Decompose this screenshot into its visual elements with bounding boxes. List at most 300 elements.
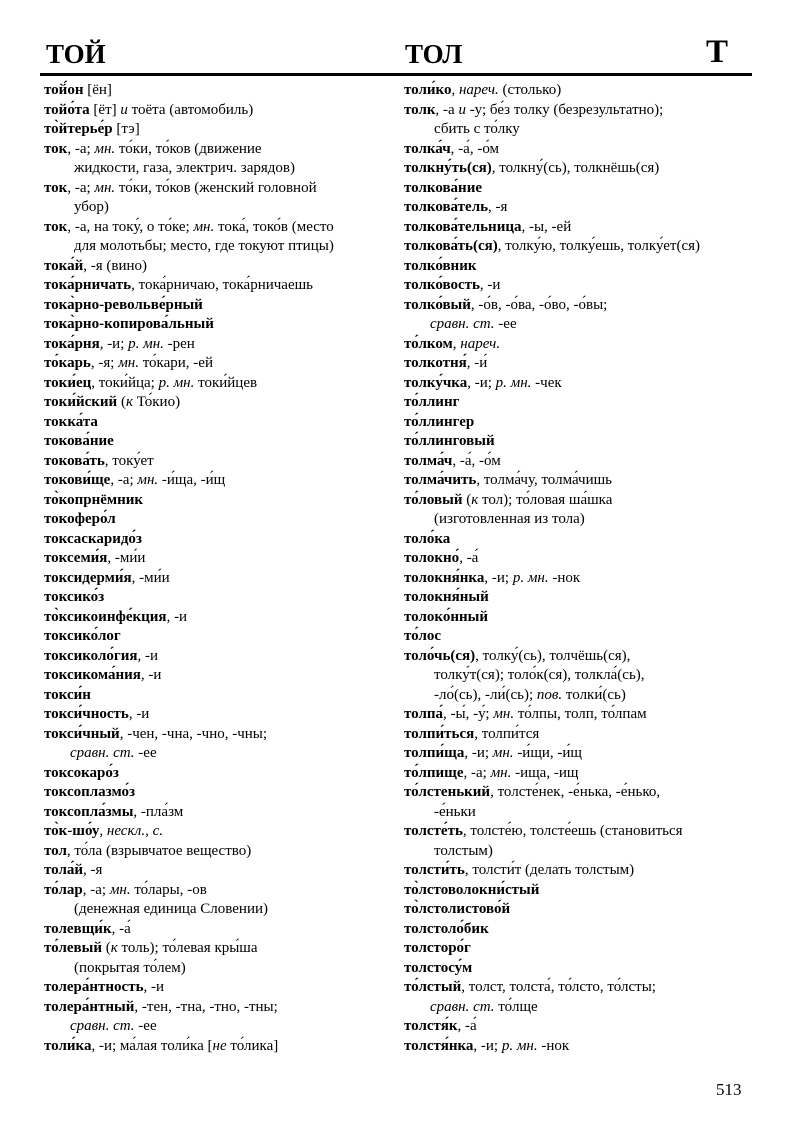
dictionary-entry [44,452,384,472]
headword: толо́чь(ся) [404,647,476,664]
entry-text: , -чен, -чна, -чно, -чны; [119,725,268,742]
headword: тойо́та [44,101,90,118]
entry-text: , толст, толста́, то́лсто, то́лсты; [461,979,656,995]
dictionary-entry [44,81,384,101]
dictionary-entry [44,257,384,277]
headword: то́ллинг [404,394,460,410]
grammar-label: пов. [536,686,563,703]
entry-text: , токи́йца; [91,374,159,391]
headword: то̀лстолистово́й [404,901,511,917]
dictionary-entry [44,861,384,881]
entry-text: -ее [494,316,517,332]
dictionary-entry [404,81,752,101]
entry-text: ( [117,394,126,410]
entry-text: (денежная единица Словении) [74,901,268,917]
header-letter: Т [706,34,729,70]
headword: токова́ние [44,433,114,449]
dictionary-entry [44,1037,384,1057]
headword: то́лпище [404,764,464,781]
entry-text: , толкну́(сь), толкнёшь(ся) [491,160,660,176]
headword: толкова́ть(ся) [404,238,498,254]
entry-text: То́кио) [132,394,181,410]
entry-text: , -ми́и [131,569,170,586]
dictionary-entry [404,900,752,920]
dictionary-entry [404,939,752,959]
grammar-label: к [125,394,133,410]
headword: толко́вость [404,277,480,293]
dictionary-entry [44,822,384,842]
left-column [44,81,384,1056]
headword: токсидерми́я [44,569,132,586]
headword: токсиколо́гия [44,647,138,664]
entry-text: [тэ] [112,121,140,137]
headword: то́ллинговый [404,433,495,449]
entry-text: , -а; [110,472,138,488]
entry-text: , -и; [99,335,129,352]
entry-text: , [451,82,459,98]
headword: то̀лстоволокни́стый [404,881,540,898]
dictionary-entry [404,978,752,998]
headword: толк [404,101,436,118]
headword: толокня́нка [404,569,485,586]
headword: толокно́ [404,550,460,566]
dictionary-entry [404,432,752,452]
entry-text: , -я [488,199,508,215]
headword: ток [44,179,68,196]
headword: толка́ч [404,140,451,157]
entry-text: , -и [128,706,150,722]
grammar-label: сравн. ст. [430,316,495,332]
headword: токсеми́я [44,550,108,566]
headword: тол [44,842,67,859]
grammar-label: мн. [94,179,116,196]
dictionary-entry [404,725,752,745]
dictionary-entry [44,666,384,686]
headword: токи́ец [44,374,92,391]
dictionary-entry [44,530,384,550]
entry-text: , [452,335,461,352]
entry-text: -ее [134,1018,157,1034]
entry-text: , -тен, -тна, -тно, -тны; [134,998,278,1015]
dictionary-entry [404,783,752,803]
grammar-label: р. мн. [495,374,532,391]
entry-text: , -и [137,647,159,664]
entry-text: -и́ща, -и́щ [158,472,226,488]
entry-text: -нок [548,569,581,586]
dictionary-entry [44,120,384,140]
dictionary-entry [44,491,384,511]
entry-text: , -а́ [111,920,131,937]
dictionary-entry [404,920,752,940]
entry-continuation [44,237,384,257]
entry-text: [ёт] [89,101,121,118]
headword: токсопла́змы [44,803,134,820]
dictionary-entry [44,783,384,803]
entry-text: -у; бе́з толку (безрезультатно); [465,101,664,118]
entry-text: , -а; [82,881,110,898]
dictionary-entry [404,296,752,316]
dictionary-entry [44,647,384,667]
headword: толкова́ние [404,179,483,196]
entry-text: , -и; [473,1037,502,1054]
entry-text: , -о́в, -о́ва, -о́во, -о́вы; [470,296,608,313]
headword: то́ллингер [404,413,475,430]
entry-text: -чек [531,374,562,391]
dictionary-entry [404,764,752,784]
dictionary-entry [404,335,752,355]
dictionary-entry [404,569,752,589]
headword: тока̀рно-револьве́рный [44,296,203,313]
headword: токка́та [44,413,98,430]
headword: толкова́тельница [404,218,522,235]
headword: толпи́ща [404,745,465,761]
dictionary-entry [44,569,384,589]
header-right-guideword: ТОЛ [405,39,463,69]
entry-text: , -а́ [457,1018,477,1034]
headword: то́лар [44,881,83,898]
entry-text: , -пла́зм [133,803,184,820]
headword: ток [44,140,68,157]
dictionary-entry [44,510,384,530]
grammar-label: не [212,1037,227,1054]
headword: толко́вник [404,257,477,274]
entry-text: то́ки, то́ков (женский головной [115,179,317,196]
dictionary-entry [404,140,752,160]
headword: толпи́ться [404,725,475,742]
entry-text: , -я [83,862,103,878]
headword: толстоло́бик [404,920,489,937]
entry-text: -ее [134,745,157,761]
entry-text: , -а́ [459,550,479,566]
entry-text: то́лика] [226,1037,279,1054]
headword: толкова́тель [404,199,489,215]
headword: токсико́з [44,589,105,605]
entry-text: то́лары, -ов [130,881,207,898]
dictionary-entry [44,978,384,998]
headword: токи́йский [44,394,118,410]
headword: то́лком [404,335,453,352]
entry-continuation [404,686,752,706]
entry-text: токи́йцев [194,374,258,391]
headword: толпа́ [404,706,444,722]
dictionary-entry [44,354,384,374]
entry-text: , толма́чу, толма́чишь [476,472,613,488]
headword: тока̀рно-копирова́льный [44,316,214,332]
headword: токсаскаридо́з [44,530,142,547]
entry-continuation [44,744,384,764]
entry-text: , -а; [67,140,95,157]
dictionary-entry [44,998,384,1018]
dictionary-entry [404,530,752,550]
entry-text: , -и [140,667,162,683]
dictionary-entry [404,101,752,121]
dictionary-entry [404,822,752,842]
dictionary-entry [404,374,752,394]
entry-text: , толпи́тся [474,725,540,742]
grammar-label: мн. [137,472,159,488]
headword: толсторо́г [404,940,471,956]
entry-text: -нок [537,1037,570,1054]
headword: токсоплазмо́з [44,784,136,800]
dictionary-entry [404,159,752,179]
dictionary-entry [404,647,752,667]
entry-text: , -и [479,277,501,293]
entry-continuation [404,803,752,823]
entry-text: , -я; [90,355,119,371]
headword: толку́чка [404,374,468,391]
entry-text: , толку́ю, толку́ешь, толку́ет(ся) [497,238,701,254]
entry-text: убор) [74,199,109,215]
grammar-label: к [110,940,118,956]
entry-text: то́кари, -ей [138,355,213,371]
entry-text: , -а; [67,179,95,196]
entry-continuation [404,998,752,1018]
entry-text: -и́щи, -и́щ [513,745,582,761]
dictionary-entry [44,296,384,316]
headword: толкотня́ [404,355,467,371]
grammar-label: мн. [193,218,215,235]
headword: толстя́к [404,1018,458,1034]
dictionary-entry [404,608,752,628]
headword: то̀к-шо́у [44,823,100,839]
dictionary-entry [404,959,752,979]
entry-continuation [404,120,752,140]
grammar-label: мн. [94,140,116,157]
entry-text: , -ы́, -у́; [443,706,494,722]
headword: толевщи́к [44,920,112,937]
dictionary-entry [404,705,752,725]
entry-text: то́лще [494,998,538,1015]
grammar-label: р. мн. [512,569,549,586]
entry-text: , -а́, -о́м [452,452,501,469]
dictionary-entry [404,744,752,764]
dictionary-entry [44,315,384,335]
dictionary-entry [44,939,384,959]
dictionary-entry [44,179,384,199]
dictionary-entry [44,276,384,296]
grammar-label: сравн. ст. [70,1018,135,1034]
entry-continuation [404,510,752,530]
entry-text: , -я (вино) [83,257,148,274]
dictionary-entry [404,237,752,257]
dictionary-entry [404,452,752,472]
grammar-label: и [458,101,466,118]
headword: толера́нтный [44,998,135,1015]
headword: то́ловый [404,491,463,508]
entry-text: тока́, токо́в (место [214,218,334,235]
dictionary-entry [404,198,752,218]
dictionary-entry [44,101,384,121]
entry-text: то́лпы, толп, то́лпам [514,706,647,722]
dictionary-entry [404,861,752,881]
entry-text: , [99,823,107,839]
dictionary-entry [404,413,752,433]
entry-continuation [44,159,384,179]
headword: толсти́ть [404,862,465,878]
entry-text: ( [462,491,472,508]
entry-text: , -а; [463,764,491,781]
grammar-label: нареч. [460,335,501,352]
dictionary-entry [44,413,384,433]
dictionary-entry [404,1037,752,1057]
entry-continuation [44,900,384,920]
entry-text: -ло́(сь), -ли́(сь); [434,686,537,703]
headword: толма́ч [404,452,453,469]
grammar-label: мн. [109,881,131,898]
dictionary-entry [44,627,384,647]
headword: тока́й [44,257,84,274]
headword: то̀йтерье́р [44,121,113,137]
entry-text: , толсти́т (делать толстым) [464,862,635,878]
entry-text: , то́ла (взрывчатое вещество) [66,842,252,859]
entry-text: -рен [163,335,195,352]
grammar-label: сравн. ст. [70,745,135,761]
headword: тола́й [44,862,84,878]
grammar-label: р. мн. [158,374,195,391]
headword: токси́н [44,686,91,703]
headword: то́левый [44,940,103,956]
dictionary-entry [44,803,384,823]
entry-text: , толку́(сь), толчёшь(ся), [475,647,631,664]
headword: тока́рня [44,335,100,352]
dictionary-entry [44,471,384,491]
headword: токсокаро́з [44,764,119,781]
dictionary-entry [404,588,752,608]
entry-text: толь); то́левая кры́ша [117,940,258,956]
grammar-label: нескл., с. [106,823,163,839]
headword: то́карь [44,355,91,371]
dictionary-entry [44,549,384,569]
headword: толи́ка [44,1037,92,1054]
entry-text: толстым) [434,842,493,859]
dictionary-entry [44,140,384,160]
dictionary-entry [44,374,384,394]
grammar-label: мн. [118,355,139,371]
grammar-label: мн. [493,706,515,722]
header-left-guideword: ТОЙ [46,39,106,69]
entry-text: жидкости, газа, электрич. зарядов) [74,160,295,176]
entry-text: толки́(сь) [562,686,626,703]
dictionary-entry [44,335,384,355]
headword: то̀ксикоинфе́кция [44,608,167,625]
dictionary-entry [44,705,384,725]
entry-text: тоёта (автомобиль) [127,101,254,118]
entry-text: (столько) [498,82,562,98]
entry-continuation [44,959,384,979]
entry-text: ( [102,940,111,956]
dictionary-entry [404,179,752,199]
dictionary-entry [404,491,752,511]
headword: токси́чный [44,725,120,742]
entry-text: , -и; [484,569,513,586]
entry-text: , -и [166,608,188,625]
grammar-label: мн. [492,745,514,761]
dictionary-entry [44,725,384,745]
entry-text: для молотьбы; место, где токуют птицы) [74,238,334,254]
entry-text: толку́т(ся); толо́к(ся), толкла́(сь), [434,667,645,683]
dictionary-entry [44,842,384,862]
dictionary-entry [404,1017,752,1037]
entry-text: , -ы, -ей [521,218,572,235]
headword: той́он [44,82,84,98]
entry-text: сбить с то́лку [434,121,520,137]
dictionary-entry [404,549,752,569]
entry-text: , -и; ма́лая толи́ка [ [91,1037,213,1054]
page-number: 513 [716,1080,742,1099]
entry-text: , -и [143,979,165,995]
header-rule [40,73,752,76]
entry-text: [ён] [83,82,112,98]
entry-continuation [404,315,752,335]
entry-text: тол); то́ловая ша́шка [478,491,613,508]
headword: тока́рничать [44,277,132,293]
headword: толсте́ть [404,823,463,839]
dictionary-entry [44,608,384,628]
headword: толко́вый [404,296,471,313]
entry-text: -е́ньки [434,803,476,820]
grammar-label: р. мн. [128,335,164,352]
grammar-label: мн. [490,764,512,781]
entry-continuation [404,842,752,862]
headword: толстя́нка [404,1037,474,1054]
dictionary-entry [44,393,384,413]
grammar-label: сравн. ст. [430,998,495,1015]
dictionary-entry [404,354,752,374]
entry-text: , тока́рничаю, тока́рничаешь [131,277,314,293]
entry-text: то́ки, то́ков (движение [115,140,262,157]
dictionary-entry [44,432,384,452]
headword: то́лстый [404,979,462,995]
grammar-label: и [120,101,128,118]
headword: токови́ще [44,472,111,488]
entry-continuation [44,198,384,218]
headword: токсикома́ния [44,667,141,683]
dictionary-entry [44,920,384,940]
dictionary-entry [404,881,752,901]
entry-text: (изготовленная из тола) [434,511,585,527]
headword: толо́ка [404,530,451,547]
entry-text: (покрытая то́лем) [74,959,186,976]
entry-text: , -а, на току́, о то́ке; [67,218,194,235]
headword: токсико́лог [44,628,121,644]
dictionary-entry [404,393,752,413]
entry-text: , толсте́ю, толсте́ешь (становиться [462,823,683,839]
entry-text: , -а [435,101,459,118]
dictionary-entry [404,257,752,277]
headword: толкну́ть(ся) [404,160,492,176]
dictionary-entry [44,686,384,706]
headword: толма́чить [404,472,477,488]
headword: толокня́ный [404,589,489,605]
dictionary-entry [44,764,384,784]
dictionary-entry [404,276,752,296]
right-column [404,81,752,1056]
grammar-label: р. мн. [501,1037,538,1054]
headword: то́лстенький [404,784,491,800]
entry-text: , -и; [467,374,496,391]
dictionary-entry [404,218,752,238]
grammar-label: к [471,491,479,508]
headword: токоферо́л [44,511,116,527]
headword: токова́ть [44,452,105,469]
headword: ток [44,218,68,235]
headword: толи́ко [404,82,452,98]
headword: то̀копрнёмник [44,491,144,508]
headword: толстосу́м [404,959,473,976]
dictionary-entry [44,588,384,608]
entry-text: , -и; [464,745,493,761]
dictionary-entry [404,471,752,491]
